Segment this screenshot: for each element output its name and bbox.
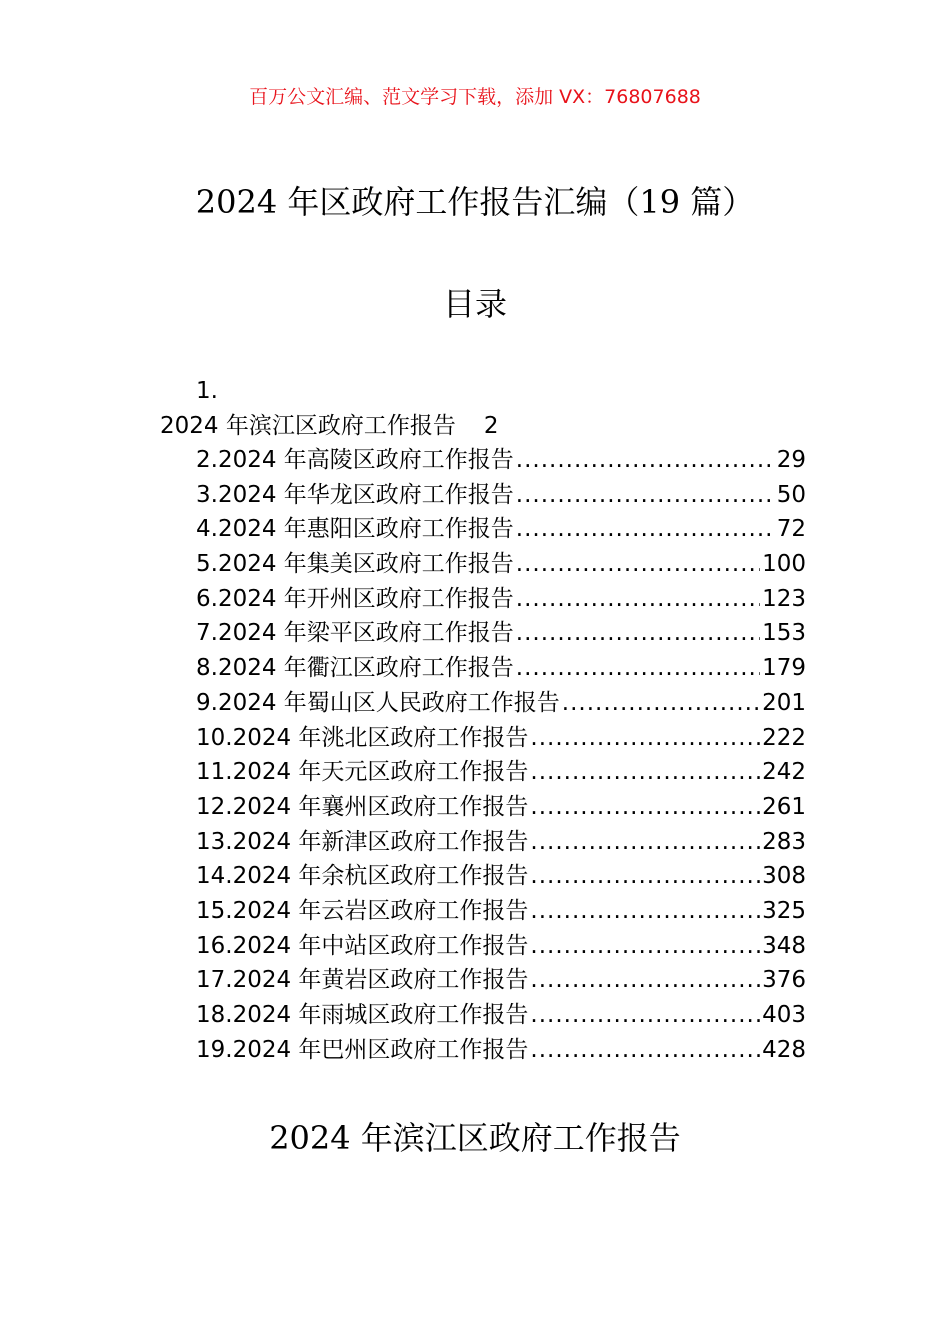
toc-dot-leader <box>530 931 760 961</box>
toc-dot-leader <box>530 723 760 753</box>
toc-dot-leader <box>562 688 760 718</box>
toc-item-page: 72 <box>776 516 806 543</box>
toc-item-label: 15.2024 年云岩区政府工作报告 <box>196 897 529 924</box>
toc-item[interactable] <box>196 653 806 688</box>
toc-item-label: 11.2024 年天元区政府工作报告 <box>196 759 529 786</box>
toc-item[interactable] <box>196 688 806 723</box>
toc-item[interactable] <box>196 792 806 827</box>
toc-item-page: 242 <box>762 759 806 786</box>
section-title: 2024 年滨江区政府工作报告 <box>269 1119 681 1157</box>
toc-item-label: 19.2024 年巴州区政府工作报告 <box>196 1036 529 1063</box>
toc-list <box>196 445 806 1069</box>
toc-item-label: 2.2024 年高陵区政府工作报告 <box>196 447 514 473</box>
toc-item-page: 283 <box>762 828 806 855</box>
toc-item-page: 29 <box>776 447 806 473</box>
toc-item[interactable] <box>196 584 806 619</box>
toc-item[interactable] <box>196 723 806 758</box>
toc-first-number[interactable]: 1. <box>196 378 218 404</box>
toc-item-label: 2024 年滨江区政府工作报告 <box>160 413 456 439</box>
toc-item-page: 222 <box>762 724 806 751</box>
toc-dot-leader <box>530 827 760 857</box>
toc-dot-leader <box>530 1000 760 1030</box>
toc-item[interactable] <box>196 514 806 549</box>
toc-item-label: 7.2024 年梁平区政府工作报告 <box>196 620 514 647</box>
toc-item-label: 8.2024 年衢江区政府工作报告 <box>196 655 514 682</box>
toc-item-label: 10.2024 年洮北区政府工作报告 <box>196 724 529 751</box>
toc-dot-leader <box>530 896 760 926</box>
document-title: 2024 年区政府工作报告汇编（19 篇） <box>195 183 755 221</box>
toc-dot-leader <box>516 653 760 683</box>
toc-item[interactable] <box>196 1000 806 1035</box>
toc-item-page: 376 <box>762 967 806 994</box>
toc-item[interactable] <box>196 931 806 966</box>
toc-item-label: 13.2024 年新津区政府工作报告 <box>196 828 529 855</box>
toc-item[interactable] <box>196 965 806 1000</box>
toc-dot-leader <box>516 445 775 475</box>
toc-item[interactable] <box>196 757 806 792</box>
toc-item-label: 16.2024 年中站区政府工作报告 <box>196 932 529 959</box>
toc-item-label: 14.2024 年余杭区政府工作报告 <box>196 863 529 890</box>
toc-item[interactable] <box>196 1035 806 1070</box>
toc-item-label: 9.2024 年蜀山区人民政府工作报告 <box>196 689 560 716</box>
toc-item[interactable] <box>196 480 806 515</box>
toc-item-page: 50 <box>776 481 806 508</box>
toc-first-entry[interactable] <box>160 411 499 441</box>
toc-item[interactable] <box>196 549 806 584</box>
toc-item-label: 6.2024 年开州区政府工作报告 <box>196 585 514 612</box>
toc-item-label: 12.2024 年襄州区政府工作报告 <box>196 793 529 820</box>
toc-dot-leader <box>516 480 775 510</box>
toc-dot-leader <box>516 584 760 614</box>
toc-item-page: 348 <box>762 932 806 959</box>
toc-item-page: 201 <box>762 689 806 716</box>
toc-item-label: 3.2024 年华龙区政府工作报告 <box>196 481 514 508</box>
toc-dot-leader <box>516 549 760 579</box>
toc-dot-leader <box>530 861 760 891</box>
toc-item-page: 123 <box>762 585 806 612</box>
toc-item-page: 428 <box>762 1036 806 1063</box>
toc-item-page: 261 <box>762 793 806 820</box>
toc-dot-leader <box>530 965 760 995</box>
toc-dot-leader <box>530 1035 760 1065</box>
toc-item-page: 179 <box>762 655 806 682</box>
toc-dot-leader <box>530 757 760 787</box>
toc-item[interactable] <box>196 618 806 653</box>
toc-item-page: 2 <box>483 413 499 439</box>
toc-item-page: 308 <box>762 863 806 890</box>
toc-item-page: 403 <box>762 1002 806 1028</box>
toc-heading: 目录 <box>442 285 507 323</box>
toc-dot-leader <box>516 514 775 544</box>
toc-dot-leader <box>516 618 760 648</box>
toc-item-label: 5.2024 年集美区政府工作报告 <box>196 551 514 578</box>
toc-item[interactable] <box>196 445 806 480</box>
toc-item[interactable] <box>196 827 806 862</box>
toc-item-page: 325 <box>762 897 806 924</box>
header-note: 百万公文汇编、范文学习下载，添加 VX：76807688 <box>249 86 701 108</box>
toc-item-page: 100 <box>762 551 806 578</box>
toc-item[interactable] <box>196 896 806 931</box>
toc-item-label: 18.2024 年雨城区政府工作报告 <box>196 1002 529 1028</box>
toc-item-page: 153 <box>762 620 806 647</box>
toc-dot-leader <box>530 792 760 822</box>
toc-item-label: 17.2024 年黄岩区政府工作报告 <box>196 967 529 994</box>
toc-item[interactable] <box>196 861 806 896</box>
toc-item-label: 4.2024 年惠阳区政府工作报告 <box>196 516 514 543</box>
